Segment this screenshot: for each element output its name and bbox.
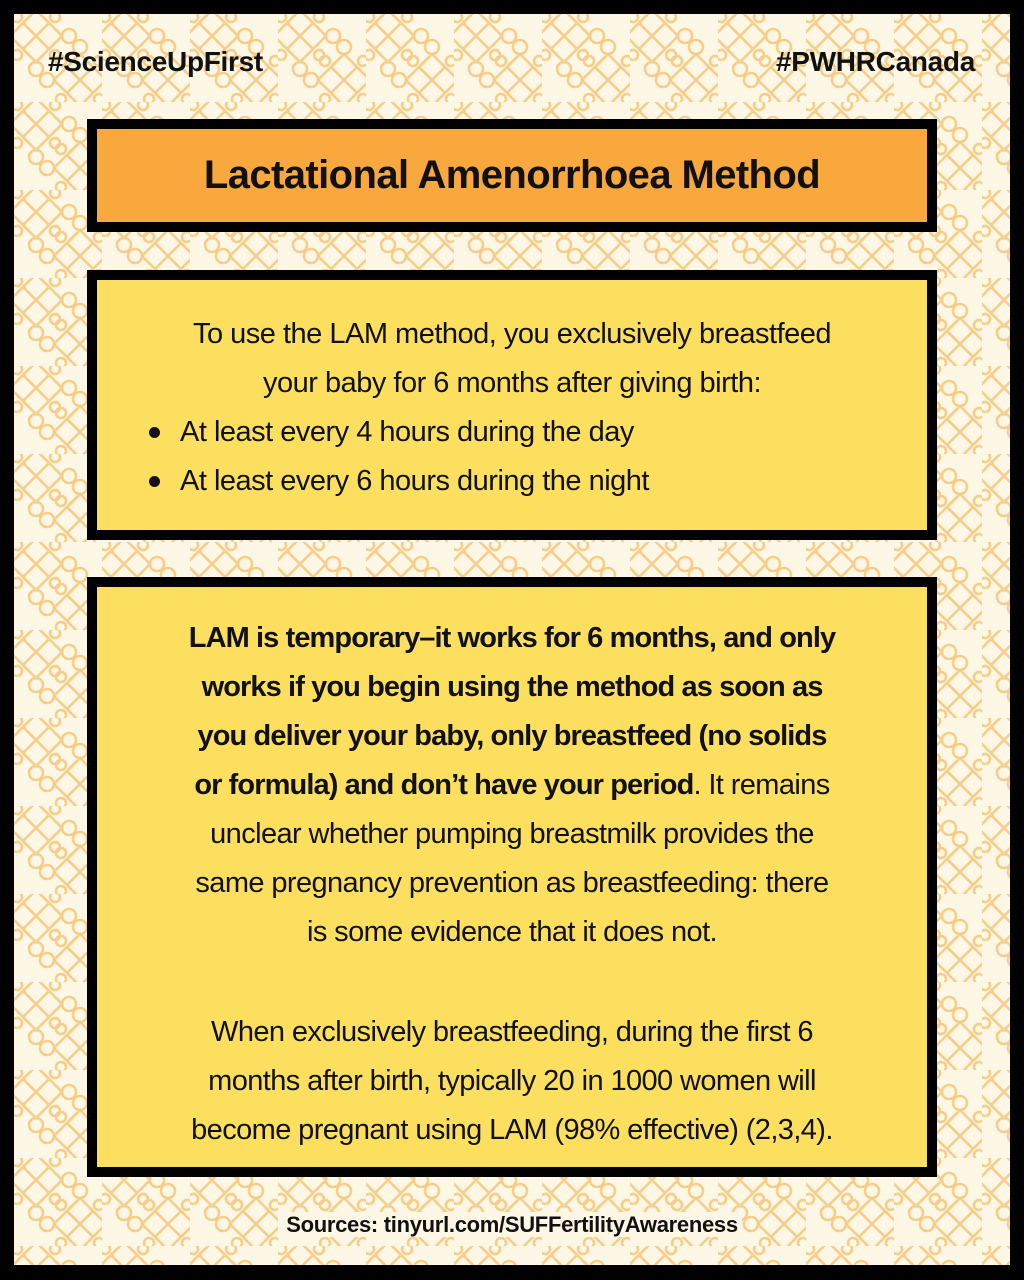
effectiveness-line: become pregnant using LAM (98% effective) (2,3,4). (191, 1114, 833, 1146)
bullet-text: At least every 6 hours during the night (180, 465, 649, 497)
bold-line: works if you begin using the method as soon as (201, 671, 823, 703)
regular-continuation: . It remains (693, 769, 830, 801)
page-title: Lactational Amenorrhoea Method (203, 153, 821, 197)
title-banner (87, 119, 937, 232)
regular-line: is some evidence that it does not. (306, 916, 717, 948)
hashtag-science-up-first: #ScienceUpFirst (48, 46, 263, 77)
usage-intro-line-2: your baby for 6 months after giving birth: (262, 367, 762, 399)
usage-info-box (87, 270, 937, 540)
regular-line: unclear whether pumping breastmilk provides the (210, 818, 814, 850)
usage-intro (97, 310, 927, 408)
bold-line: LAM is temporary–it works for 6 months, and only (188, 622, 836, 654)
bullet-item (145, 408, 649, 457)
effectiveness-line: months after birth, typically 20 in 1000 women will (208, 1065, 816, 1097)
bold-line: you deliver your baby, only breastfeed (no solids (197, 720, 827, 752)
hashtag-pwhr-canada: #PWHRCanada (776, 46, 975, 77)
bullet-dot-icon (149, 427, 160, 438)
temporary-method-paragraph (117, 614, 907, 957)
bold-line: or formula) and don’t have your period (194, 769, 694, 801)
usage-bullet-list (145, 408, 649, 506)
bullet-dot-icon (149, 476, 160, 487)
sources-footer (14, 1210, 1010, 1240)
details-box (87, 577, 937, 1177)
usage-intro-line-1: To use the LAM method, you exclusively breastfeed (192, 318, 832, 350)
infographic-canvas (14, 14, 1010, 1265)
regular-line: same pregnancy prevention as breastfeeding: there (195, 867, 829, 899)
effectiveness-line: When exclusively breastfeeding, during the first 6 (211, 1016, 813, 1048)
bullet-item (145, 457, 649, 506)
sources-link[interactable]: Sources: tinyurl.com/SUFFertilityAwareness (282, 1212, 742, 1237)
bullet-text: At least every 4 hours during the day (180, 416, 634, 448)
effectiveness-paragraph (117, 1008, 907, 1155)
